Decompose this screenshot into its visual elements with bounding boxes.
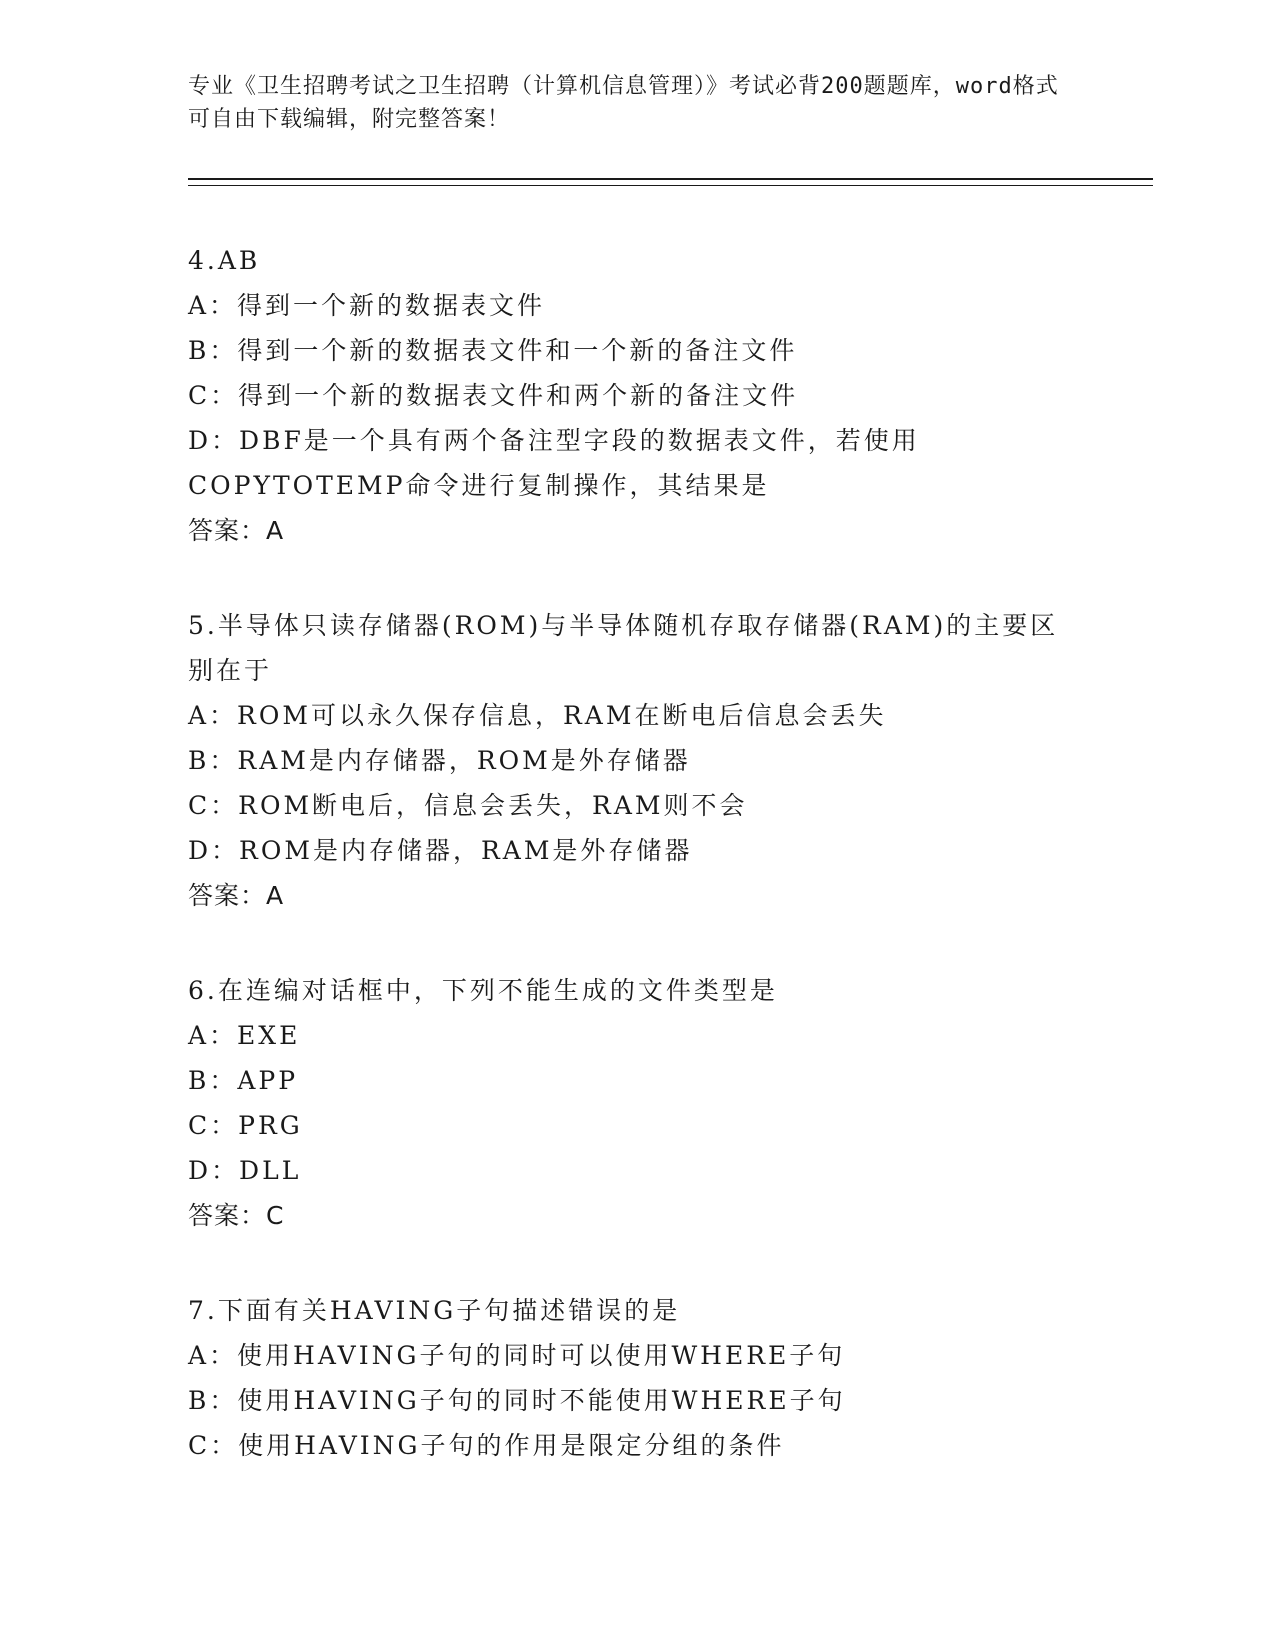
option-b: B：APP	[188, 1066, 299, 1095]
question-6	[188, 968, 1148, 1238]
question-stem: 6.在连编对话框中，下列不能生成的文件类型是	[188, 976, 778, 1005]
question-stem: 7.下面有关HAVING子句描述错误的是	[188, 1296, 681, 1325]
option-c: C：得到一个新的数据表文件和两个新的备注文件	[188, 381, 799, 410]
option-d: D：ROM是内存储器，RAM是外存储器	[188, 836, 693, 865]
header-divider	[188, 178, 1153, 186]
option-c: C：ROM断电后，信息会丢失，RAM则不会	[188, 791, 748, 820]
option-a: A：EXE	[188, 1021, 301, 1050]
question-stem: 4.AB	[188, 246, 261, 275]
question-list	[188, 238, 1148, 1468]
answer-label: 答案：A	[188, 516, 285, 545]
option-c: C：使用HAVING子句的作用是限定分组的条件	[188, 1431, 785, 1460]
option-c: C：PRG	[188, 1111, 303, 1140]
option-a: A：使用HAVING子句的同时可以使用WHERE子句	[188, 1341, 846, 1370]
question-7	[188, 1288, 1148, 1468]
option-a: A：得到一个新的数据表文件	[188, 291, 546, 320]
question-4	[188, 238, 1148, 553]
question-stem: 5.半导体只读存储器(ROM)与半导体随机存取存储器(RAM)的主要区别在于	[188, 611, 1059, 685]
option-d: D：DLL	[188, 1156, 302, 1185]
answer-label: 答案：A	[188, 881, 285, 910]
option-b: B：RAM是内存储器，ROM是外存储器	[188, 746, 691, 775]
document-header: 专业《卫生招聘考试之卫生招聘（计算机信息管理）》考试必背200题题库，word格式可自由下载编辑，附完整答案！	[188, 74, 1059, 132]
option-b: B：得到一个新的数据表文件和一个新的备注文件	[188, 336, 798, 365]
question-5	[188, 603, 1148, 918]
document-page	[188, 70, 1148, 1518]
option-b: B：使用HAVING子句的同时不能使用WHERE子句	[188, 1386, 846, 1415]
option-d: D：DBF是一个具有两个备注型字段的数据表文件，若使用COPYTOTEMP命令进行复制操作，其结果是	[188, 426, 920, 500]
answer-label: 答案：C	[188, 1201, 285, 1230]
option-a: A：ROM可以永久保存信息，RAM在断电后信息会丢失	[188, 701, 887, 730]
